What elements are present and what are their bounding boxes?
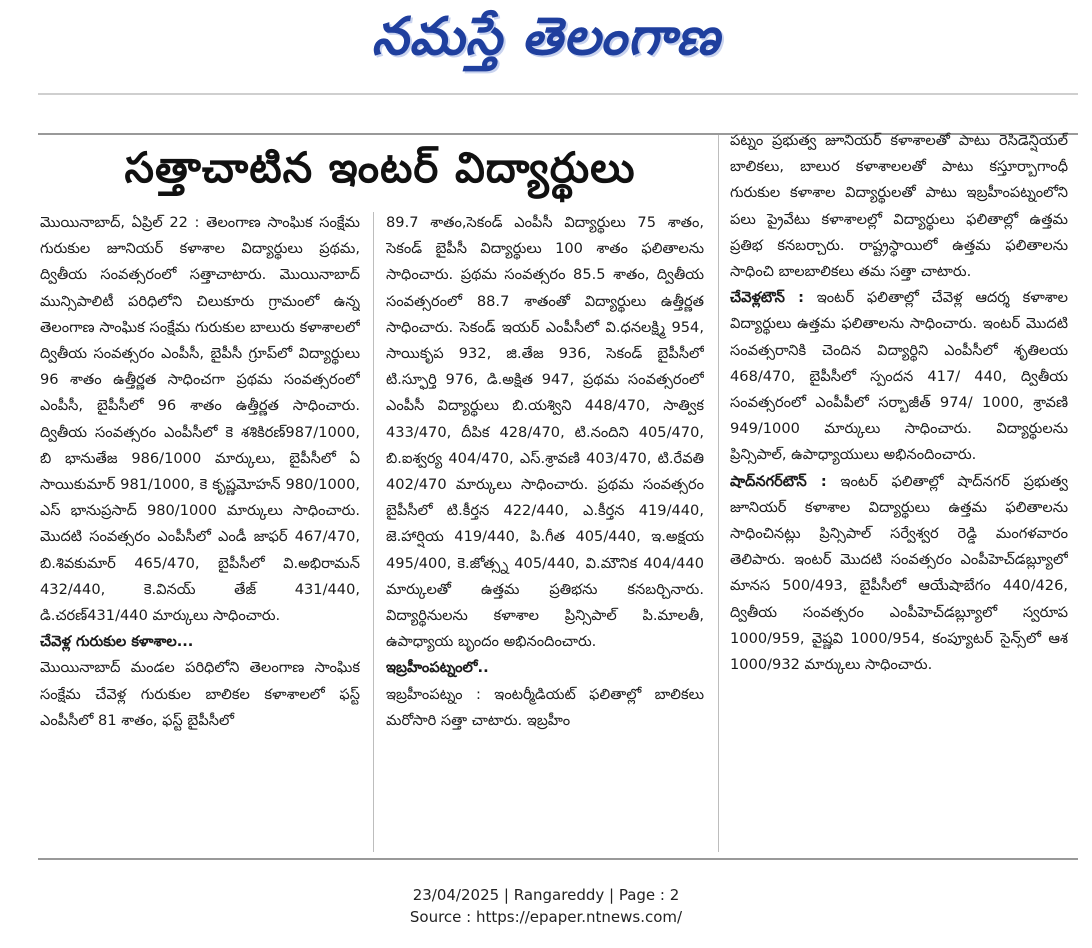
dateline: చేవెళ్లటౌన్ : xyxy=(730,289,804,307)
paragraph-text: ఇంటర్ ఫలితాల్లో షాద్‌నగర్ ప్రభుత్వ జూనియర్ కళాశాల విద్యార్థులు ఉత్తమ ఫలితాలను సాధించినట్లు ప్రిన్సిపాల్ సర్వేశ్వర రెడ్డి మంగళవారం తెలిపారు. ఇంటర్ మొదటి సంవత్సరం ఎంపీహెచ్‌డబ్ల్యూలో మానస 500/493, బైపీసీలో ఆయేషాబేగం 440/426, ద్వితీయ సంవత్సరం ఎంపీహెచ్‌డబ్ల్యూలో స్వరూప 1000/959, వైష్ణవి 1000/954, కంప్యూటర్ సైన్స్‌లో ఆశ 1000/932 మార్కులు సాధించారు. xyxy=(730,472,1068,674)
subheading: చేవెళ్ల గురుకుల కళాశాల... xyxy=(40,633,194,651)
paragraph: పట్నం ప్రభుత్వ జూనియర్ కళాశాలతో పాటు రెసిడెన్షియల్ బాలికలు, బాలుర కళాశాలలతో పాటు కస్తూర్బాగాంధీ గురుకుల కళాశాల విద్యార్థులతో పాటు ఇబ్రహీంపట్నంలోని పలు ప్రైవేటు కళాశాలల్లో విద్యార్థులు ఫలితాల్లో ఉత్తమ ప్రతిభ కనబర్చారు. రాష్ట్రస్థాయిలో ఉత్తమ ఫలితాలను సాధించి బాలబాలికలు తమ సత్తా చాటారు. xyxy=(730,132,1068,281)
paragraph: మొయినాబాద్, ఏప్రిల్ 22 : తెలంగాణ సాంఘిక సంక్షేమ గురుకుల జూనియర్ కళాశాల విద్యార్థులు ప్రథమ, ద్వితీయ సంవత్సరంలో సత్తాచాటారు. మొయినాబాద్ మున్సిపాలిటీ పరిధిలోని చిలుకూరు గ్రామంలో ఉన్న తెలంగాణ సాంఘిక సంక్షేమ గురుకుల బాలురు కళాశాలలో ద్వితీయ సంవత్సరం ఎంపీసీ, బైపీసీ గ్రూప్‌లో విద్యార్థులు 96 శాతం ఉత్తీర్ణత సాధించగా ప్రథమ సంవత్సరంలో ఎంపీసీ, బైపీసీలో 96 శాతం ఉత్తీర్ణత సాధించారు. ద్వితీయ సంవత్సరం ఎంపీసీలో కె శశికిరణ్987/1000, బి భానుతేజ 986/1000 మార్కులు, బైపీసీలో ఏ సాయికుమార్ 981/1000, కె కృష్ణమోహన్ 980/1000, ఎస్ భానుప్రసాద్ 980/1000 మార్కులు సాధించారు. మొదటి సంవత్సరం ఎంపీసీలో ఎండీ జాఫర్ 467/470, బి.శివకుమార్ 465/470, బైపీసీలో వి.అభిరామన్ 432/440, కె.వినయ్ తేజ్ 431/440, డి.చరణ్431/440 మార్కులు సాధించారు. xyxy=(40,214,360,625)
paragraph xyxy=(730,285,1068,468)
paragraph-text: ఇంటర్ ఫలితాల్లో చేవెళ్ల ఆదర్శ కళాశాల విద్యార్థులు ఉత్తమ ఫలితాలను సాధించారు. ఇంటర్ మొదటి సంవత్సరానికి చెందిన విద్యార్థిని ఎంపీసీలో శృతిలయ 468/470, బైపీసీలో స్పందన 417/ 440, ద్వితీయ సంవత్సరంలో ఎంపీపీలో సర్బాజీత్ 974/ 1000, శ్రావణి 949/1000 మార్కులు సాధించారు. విద్యార్థులను ప్రిన్సిపాల్, ఉపాధ్యాయులు అభినందించారు. xyxy=(730,289,1068,464)
paragraph: 89.7 శాతం,సెకండ్ ఎంపీసీ విద్యార్థులు 75 శాతం, సెకండ్ బైపీసీ విద్యార్థులు 100 శాతం ఫలితాలను సాధించారు. ప్రథమ సంవత్సరం 85.5 శాతం, ద్వితీయ సంవత్సరంలో 88.7 శాతంతో విద్యార్థులు ఉత్తీర్ణత సాధించారు. సెకండ్ ఇయర్ ఎంపీసీలో వి.ధనలక్ష్మి 954, సాయికృప 932, జి.తేజ 936, సెకండ్ బైపీసీలో టి.స్ఫూర్తి 976, డి.అక్షిత 947, ప్రథమ సంవత్సరంలో ఎంపీసీ విద్యార్థులు బి.యశ్విని 448/470, సాత్విక 433/470, దీపిక 428/470, టి.నందిని 405/470, బి.ఐశ్వర్య 404/470, ఎస్.శ్రావణి 403/470, టి.రేవతి 402/470 మార్కులు సాధించారు. ప్రథమ సంవత్సరం బైపీసీలో టి.కీర్తన 422/440, ఎ.కీర్తన 419/440, జె.హార్షియ 419/440, పి.గీత 405/440, ఇ.అక్షయ 495/400, కె.జోత్స్న 405/440, వి.మౌనిక 404/440 మార్కులతో ఉత్తమ ప్రతిభను కనబర్చినారు. విద్యార్థినులను కళాశాల ప్రిన్సిపాల్ పి.మాలతీ, ఉపాధ్యాయ బృందం అభినందించారు. xyxy=(386,214,704,651)
paragraph xyxy=(730,469,1068,679)
subheading: ఇబ్రహీంపట్నంలో.. xyxy=(386,659,489,677)
top-divider xyxy=(38,93,1078,95)
column-divider xyxy=(718,135,719,852)
paragraph: మొయినాబాద్ మండల పరిధిలోని తెలంగాణ సాంఘిక సంక్షేమ చేవెళ్ల గురుకుల బాలికల కళాశాలలో ఫస్ట్ ఎంపీసీలో 81 శాతం, ఫస్ట్ బైపీసీలో xyxy=(40,659,360,729)
dateline: షాద్‌నగర్‌టౌన్ : xyxy=(730,472,827,490)
newspaper-logo: నమస్తే తెలంగాణ xyxy=(371,6,721,67)
article-column-2 xyxy=(386,210,704,850)
paragraph: ఇబ్రహీంపట్నం : ఇంటర్మీడియట్ ఫలితాల్లో బాలికలు మరోసారి సత్తా చాటారు. ఇబ్రహీం xyxy=(386,685,704,729)
article-column-1 xyxy=(40,210,360,850)
footer-source: Source : https://epaper.ntnews.com/ xyxy=(409,908,683,926)
footer xyxy=(0,884,1092,928)
article-headline: సత్తాచాటిన ఇంటర్ విద్యార్థులు xyxy=(124,143,636,192)
footer-date-edition: 23/04/2025 | Rangareddy | Page : 2 xyxy=(412,886,680,904)
masthead xyxy=(0,0,1092,80)
article-column-3 xyxy=(730,128,1068,848)
column-divider xyxy=(373,212,374,852)
